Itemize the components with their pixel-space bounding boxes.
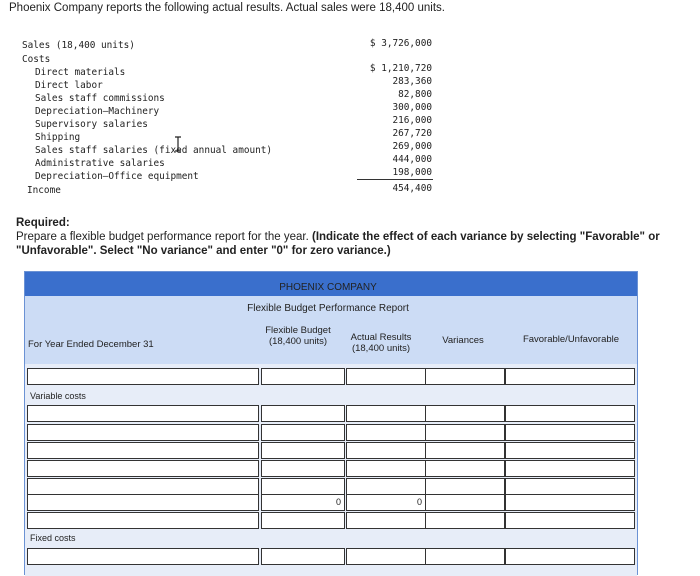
variance-input[interactable] xyxy=(425,478,505,495)
row-label-input[interactable] xyxy=(27,368,259,385)
favorable-unfavorable-select[interactable] xyxy=(505,442,635,459)
col-flexible-budget: Flexible Budget (18,400 units) xyxy=(265,325,331,347)
favorable-unfavorable-select[interactable] xyxy=(505,368,635,385)
variance-input[interactable] xyxy=(425,442,505,459)
cost-value: 269,000 xyxy=(392,141,432,152)
income-label: Income xyxy=(27,185,61,196)
variance-input[interactable] xyxy=(425,548,505,565)
actual-results-input[interactable] xyxy=(346,424,426,441)
actual-results-input[interactable] xyxy=(346,478,426,495)
variance-input[interactable] xyxy=(425,494,505,511)
favorable-unfavorable-select[interactable] xyxy=(505,548,635,565)
variance-input[interactable] xyxy=(425,424,505,441)
cost-value: 267,720 xyxy=(392,128,432,139)
row-label-input[interactable] xyxy=(27,512,259,529)
flexible-budget-input[interactable] xyxy=(261,548,345,565)
row-label-input[interactable] xyxy=(27,494,259,511)
actual-results-input[interactable] xyxy=(346,512,426,529)
actual-results-input[interactable] xyxy=(346,460,426,477)
company-name: PHOENIX COMPANY xyxy=(279,282,377,293)
cost-value: 216,000 xyxy=(392,115,432,126)
cost-value: 82,800 xyxy=(398,89,432,100)
row-label-input[interactable] xyxy=(27,548,259,565)
variance-input[interactable] xyxy=(425,512,505,529)
cost-label: Depreciation—Machinery xyxy=(35,106,160,117)
row-label-input[interactable] xyxy=(27,460,259,477)
sales-value: $ 3,726,000 xyxy=(369,38,432,49)
required-instructions: Prepare a flexible budget performance report for the year. (Indicate the effect of each variance by selecting "Favorable" or "Unfavorable". Select "No variance" and enter "0" for zero variance.) xyxy=(16,231,660,257)
cost-value: $ 1,210,720 xyxy=(369,63,432,74)
income-value: 454,400 xyxy=(392,183,432,194)
fixed-costs-label: Fixed costs xyxy=(30,533,76,543)
flexible-budget-input[interactable] xyxy=(261,512,345,529)
actual-results-input[interactable] xyxy=(346,442,426,459)
cost-label: Shipping xyxy=(35,132,81,143)
col-favorable-unfavorable: Favorable/Unfavorable xyxy=(522,334,620,345)
cost-value: 198,000 xyxy=(392,167,432,178)
cost-value: 300,000 xyxy=(392,102,432,113)
cost-label: Administrative salaries xyxy=(35,158,165,169)
cost-label: Sales staff commissions xyxy=(35,93,165,104)
favorable-unfavorable-select[interactable] xyxy=(505,460,635,477)
sales-label: Sales (18,400 units) xyxy=(22,40,135,51)
flexible-budget-input[interactable] xyxy=(261,424,345,441)
actual-results-input[interactable] xyxy=(346,548,426,565)
row-label-input[interactable] xyxy=(27,424,259,441)
row-label-input[interactable] xyxy=(27,478,259,495)
favorable-unfavorable-select[interactable] xyxy=(505,494,635,511)
text-cursor-icon xyxy=(173,136,183,152)
flexible-budget-input[interactable] xyxy=(261,460,345,477)
flexible-budget-input[interactable]: 0 xyxy=(261,494,345,511)
period-label: For Year Ended December 31 xyxy=(28,339,154,350)
flexible-budget-input[interactable] xyxy=(261,405,345,422)
variable-costs-label: Variable costs xyxy=(30,391,86,401)
cost-label: Sales staff salaries (fixed annual amount) xyxy=(35,145,273,156)
cost-label: Direct labor xyxy=(35,80,103,91)
costs-label: Costs xyxy=(22,54,51,65)
row-label-input[interactable] xyxy=(27,405,259,422)
required-heading: Required: xyxy=(16,217,70,229)
cost-label: Depreciation—Office equipment xyxy=(35,171,199,182)
report-title: Flexible Budget Performance Report xyxy=(247,303,409,314)
cost-label: Direct materials xyxy=(35,67,126,78)
actual-results-input[interactable] xyxy=(346,368,426,385)
col-variances: Variances xyxy=(442,335,484,346)
report-header xyxy=(25,272,637,364)
variance-input[interactable] xyxy=(425,405,505,422)
favorable-unfavorable-select[interactable] xyxy=(505,424,635,441)
favorable-unfavorable-select[interactable] xyxy=(505,405,635,422)
col-actual-results: Actual Results (18,400 units) xyxy=(350,332,412,354)
flexible-budget-input[interactable] xyxy=(261,368,345,385)
actual-results-input[interactable]: 0 xyxy=(346,494,426,511)
flexible-budget-input[interactable] xyxy=(261,442,345,459)
problem-intro: Phoenix Company reports the following actual results. Actual sales were 18,400 units. xyxy=(9,2,445,14)
flexible-budget-input[interactable] xyxy=(261,478,345,495)
variance-input[interactable] xyxy=(425,368,505,385)
row-label-input[interactable] xyxy=(27,442,259,459)
actual-results-input[interactable] xyxy=(346,405,426,422)
cost-value: 444,000 xyxy=(392,154,432,165)
flexible-budget-report xyxy=(24,271,638,575)
cost-label: Supervisory salaries xyxy=(35,119,148,130)
total-rule xyxy=(357,179,433,180)
cost-value: 283,360 xyxy=(392,76,432,87)
variance-input[interactable] xyxy=(425,460,505,477)
favorable-unfavorable-select[interactable] xyxy=(505,512,635,529)
favorable-unfavorable-select[interactable] xyxy=(505,478,635,495)
